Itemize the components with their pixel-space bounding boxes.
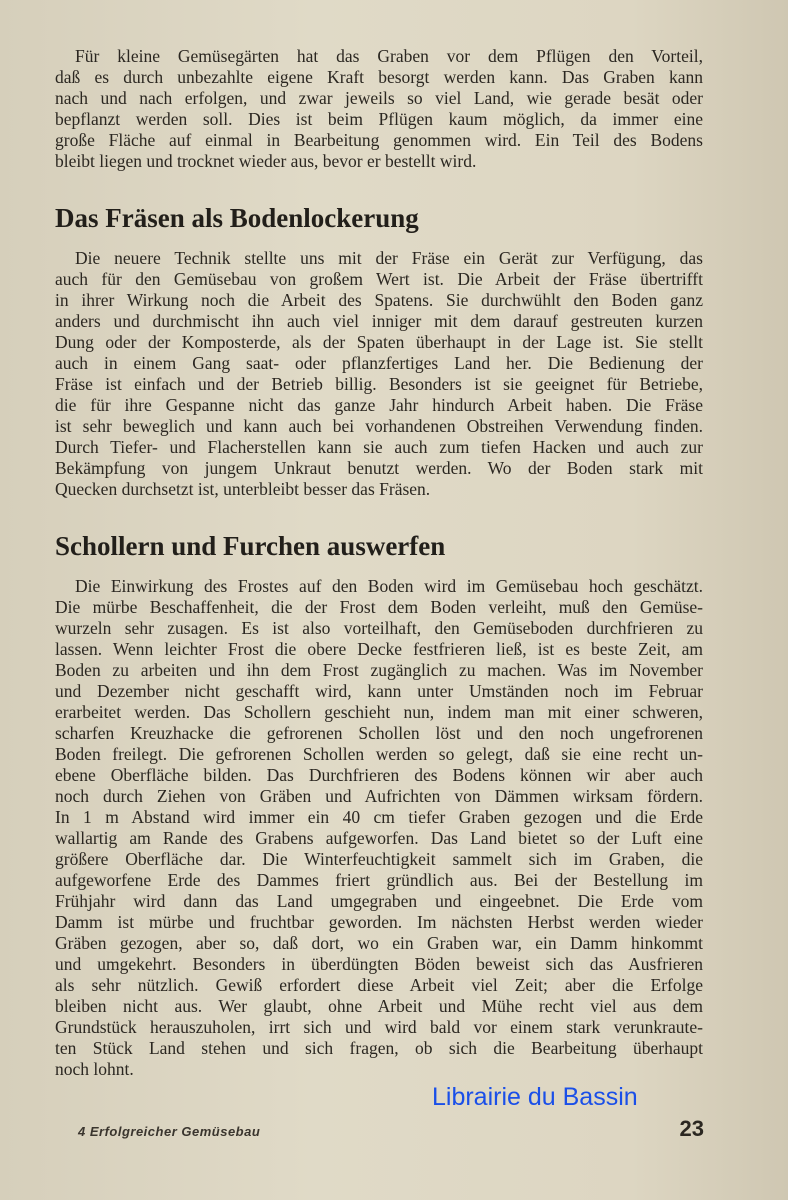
paragraph-1 [55, 46, 703, 172]
text-line: wurzeln sehr zusagen. Es ist also vorteilhaft, den Gemüseboden durchfrieren zu [55, 618, 703, 638]
page-footer [78, 1116, 704, 1142]
text-line: ten Stück Land stehen und sich fragen, ob sich die Bearbeitung überhaupt [55, 1038, 703, 1058]
text-line: ebene Oberfläche bilden. Das Durchfrieren des Bodens können wir aber auch [55, 765, 703, 785]
text-line: Boden zu arbeiten und ihn dem Frost zugänglich zu machen. Was im November [55, 660, 703, 680]
text-line: und Dezember nicht geschafft wird, kann unter Umständen noch im Februar [55, 681, 703, 701]
text-line: Gräben gezogen, aber so, daß dort, wo ein Graben war, ein Damm hinkommt [55, 933, 703, 953]
text-line: Damm ist mürbe und fruchtbar geworden. Im nächsten Herbst werden wieder [55, 912, 703, 932]
text-line: bepflanzt werden soll. Dies ist beim Pflügen kaum möglich, da immer eine [55, 109, 703, 129]
text-line: daß es durch unbezahlte eigene Kraft besorgt werden kann. Das Graben kann [55, 67, 703, 87]
book-title-footer: 4 Erfolgreicher Gemüsebau [78, 1124, 261, 1139]
watermark: Librairie du Bassin [432, 1083, 638, 1111]
text-line: aufgeworfene Erde des Dammes friert gründlich aus. Bei der Bestellung im [55, 870, 703, 890]
text-line: noch durch Ziehen von Gräben und Aufrichten von Dämmen wirksam fördern. [55, 786, 703, 806]
text-line: Dung oder der Komposterde, als der Spaten überhaupt in der Lage ist. Sie stellt [55, 332, 703, 352]
text-line: noch lohnt. [55, 1059, 134, 1079]
text-line: Quecken durchsetzt ist, unterbleibt besser das Fräsen. [55, 479, 431, 499]
text-line: Die neuere Technik stellte uns mit der Fräse ein Gerät zur Verfügung, das [75, 248, 703, 268]
section-heading-milling: Das Fräsen als Bodenlockerung [55, 203, 419, 233]
text-line: bleibt liegen und trocknet wieder aus, bevor er bestellt wird. [55, 151, 477, 171]
text-line: Für kleine Gemüsegärten hat das Graben vor dem Pflügen den Vorteil, [75, 46, 703, 66]
text-line: scharfen Kreuzhacke die gefrorenen Schollen löst und den noch ungefrorenen [55, 723, 703, 743]
text-line: auch in einem Gang saat- oder pflanzfertiges Land her. Die Bedienung der [55, 353, 703, 373]
text-line: und umgekehrt. Besonders in überdüngten Böden beweist sich das Ausfrieren [55, 954, 703, 974]
text-line: größere Oberfläche dar. Die Winterfeuchtigkeit sammelt sich im Graben, die [55, 849, 703, 869]
text-line: Bekämpfung von jungem Unkraut benutzt werden. Wo der Boden stark mit [55, 458, 703, 478]
paragraph-2 [55, 248, 703, 500]
text-line: große Fläche auf einmal in Bearbeitung genommen wird. Ein Teil des Bodens [55, 130, 703, 150]
text-line: Die Einwirkung des Frostes auf den Boden wird im Gemüsebau hoch geschätzt. [75, 576, 703, 596]
text-line: Durch Tiefer- und Flacherstellen kann sie auch zum tiefen Hacken und auch zur [55, 437, 703, 457]
text-line: ist sehr beweglich und kann auch bei vorhandenen Obstreihen Verwendung finden. [55, 416, 703, 436]
text-line: Grundstück herauszuholen, irrt sich und wird bald vor einem stark verunkraute- [55, 1017, 703, 1037]
text-line: als sehr nützlich. Gewiß erfordert diese Arbeit viel Zeit; aber die Erfolge [55, 975, 703, 995]
text-line: Fräse ist einfach und der Betrieb billig. Besonders ist sie geeignet für Betriebe, [55, 374, 703, 394]
text-line: Frühjahr wird dann das Land umgegraben und eingeebnet. Die Erde vom [55, 891, 703, 911]
text-line: wallartig am Rande des Grabens aufgeworfen. Das Land bietet so der Luft eine [55, 828, 703, 848]
text-line: nach und nach erfolgen, und zwar jeweils so viel Land, wie gerade besät oder [55, 88, 703, 108]
section-heading-clods: Schollern und Furchen auswerfen [55, 531, 446, 561]
paragraph-3 [55, 576, 703, 1080]
text-line: Die mürbe Beschaffenheit, die der Frost dem Boden verleiht, muß den Gemüse- [55, 597, 703, 617]
text-line: auch für den Gemüsebau von großem Wert ist. Die Arbeit der Fräse übertrifft [55, 269, 703, 289]
text-line: lassen. Wenn leichter Frost die obere Decke festfrieren ließ, ist es beste Zeit, am [55, 639, 703, 659]
text-line: in ihrer Wirkung noch die Arbeit des Spatens. Sie durchwühlt den Boden ganz [55, 290, 703, 310]
text-line: anders und durchmischt ihn auch viel inniger mit dem darauf gestreuten kurzen [55, 311, 703, 331]
page-number: 23 [679, 1116, 704, 1141]
text-line: Boden freilegt. Die gefrorenen Schollen werden so gelegt, daß sie eine recht un- [55, 744, 703, 764]
text-line: erarbeitet werden. Das Schollern geschieht nun, indem man mit einer schweren, [55, 702, 703, 722]
text-line: die für ihre Gespanne nicht das ganze Jahr hindurch Arbeit haben. Die Fräse [55, 395, 703, 415]
text-line: In 1 m Abstand wird immer ein 40 cm tiefer Graben gezogen und die Erde [55, 807, 703, 827]
text-line: bleiben nicht aus. Wer glaubt, ohne Arbeit und Mühe recht viel aus dem [55, 996, 703, 1016]
page-body [55, 46, 703, 1080]
